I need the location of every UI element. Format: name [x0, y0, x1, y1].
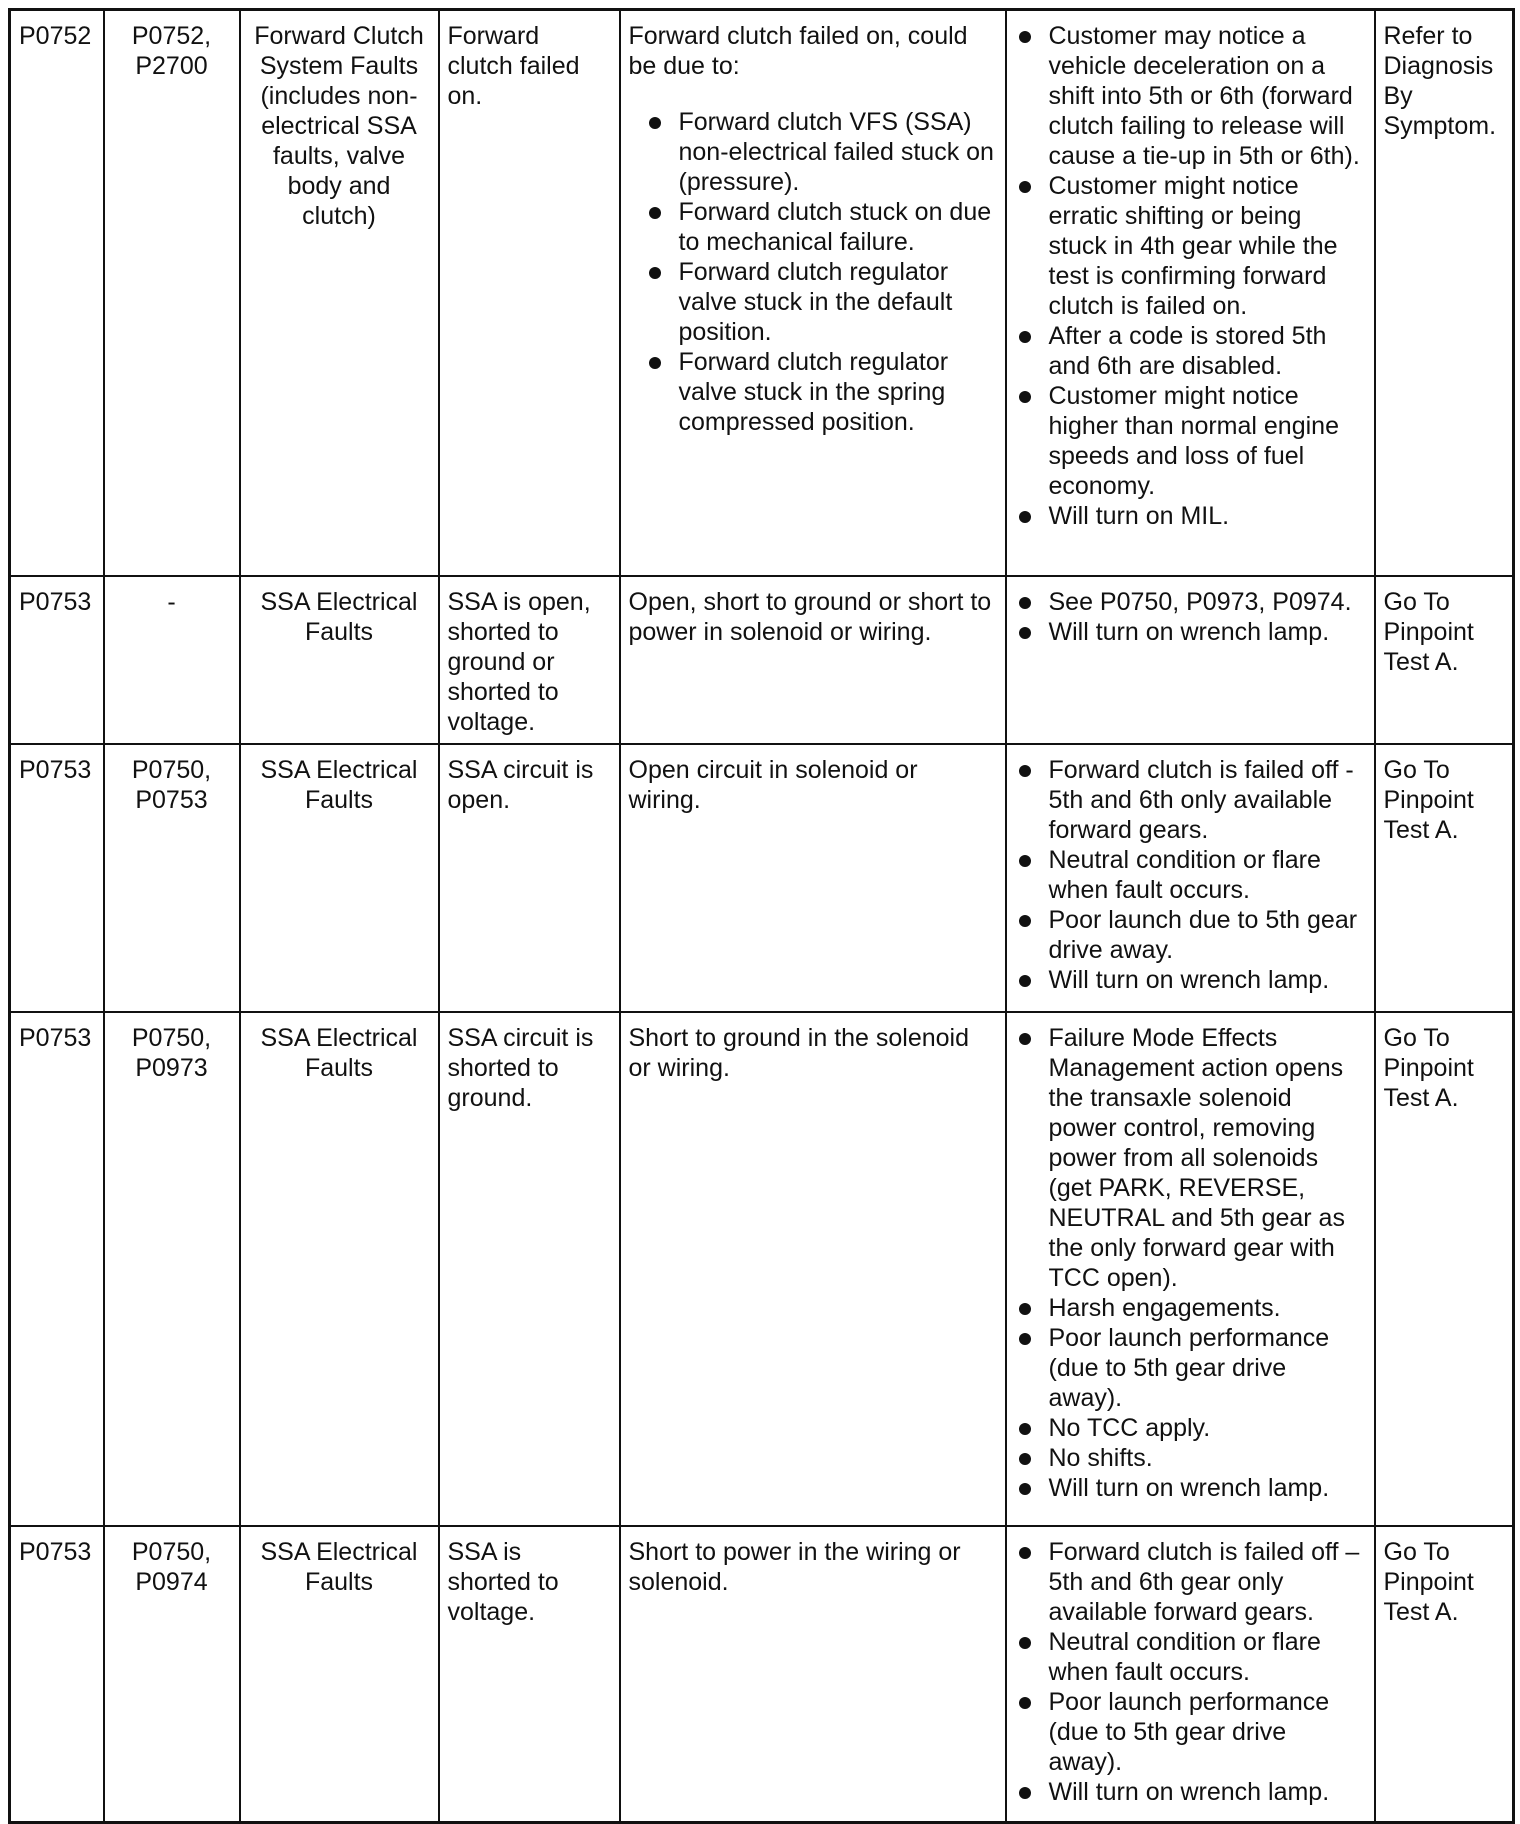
symptom-list: [1015, 1537, 1366, 1807]
cause-intro: Short to power in the wiring or solenoid.: [628, 1537, 961, 1596]
symptom-list-item: No TCC apply.: [1015, 1413, 1366, 1443]
symptom-cell: [1006, 1012, 1375, 1526]
cause-intro: Forward clutch failed on, could be due to:: [628, 22, 968, 80]
symptom-list: [1015, 755, 1366, 995]
symptom-list-item: Will turn on wrench lamp.: [1015, 617, 1366, 647]
related-codes-cell: P0752, P2700: [104, 10, 240, 576]
symptom-list-item: Poor launch performance (due to 5th gear drive away).: [1015, 1687, 1366, 1777]
related-codes-cell: P0750, P0753: [104, 744, 240, 1012]
symptom-cell: [1006, 10, 1375, 576]
symptom-list-item: Poor launch performance (due to 5th gear drive away).: [1015, 1323, 1366, 1413]
dtc-code-cell: P0753: [10, 1526, 104, 1823]
cause-intro: Open circuit in solenoid or wiring.: [628, 755, 918, 814]
possible-cause-cell: [620, 1526, 1006, 1823]
symptom-list-item: No shifts.: [1015, 1443, 1366, 1473]
related-codes-cell: P0750, P0974: [104, 1526, 240, 1823]
fault-type-cell: Forward Clutch System Faults (includes non-electrical SSA faults, valve body and clutch): [240, 10, 439, 576]
action-cell: Go To Pinpoint Test A.: [1375, 1012, 1514, 1526]
fault-type-cell: SSA Electrical Faults: [240, 1526, 439, 1823]
symptom-list-item: Forward clutch is failed off – 5th and 6th gear only available forward gears.: [1015, 1537, 1366, 1627]
dtc-code-cell: P0753: [10, 744, 104, 1012]
table-row: [10, 576, 1514, 744]
symptom-list-item: See P0750, P0973, P0974.: [1015, 587, 1366, 617]
condition-cell: SSA circuit is open.: [439, 744, 620, 1012]
table-row: [10, 744, 1514, 1012]
possible-cause-cell: [620, 576, 1006, 744]
cause-list-item: Forward clutch regulator valve stuck in the spring compressed position.: [645, 347, 997, 437]
action-cell: Go To Pinpoint Test A.: [1375, 1526, 1514, 1823]
table-row: [10, 1526, 1514, 1823]
condition-cell: SSA is open, shorted to ground or shorted to voltage.: [439, 576, 620, 744]
cause-list-item: Forward clutch regulator valve stuck in the default position.: [645, 257, 997, 347]
symptom-list-item: Customer may notice a vehicle deceleration on a shift into 5th or 6th (forward clutch failing to release will cause a tie-up in 5th or 6th).: [1015, 21, 1366, 171]
action-cell: Go To Pinpoint Test A.: [1375, 744, 1514, 1012]
condition-cell: SSA circuit is shorted to ground.: [439, 1012, 620, 1526]
related-codes-cell: -: [104, 576, 240, 744]
symptom-cell: [1006, 576, 1375, 744]
symptom-list-item: Will turn on wrench lamp.: [1015, 1473, 1366, 1503]
cause-list: [629, 107, 997, 437]
fault-type-cell: SSA Electrical Faults: [240, 576, 439, 744]
dtc-table: [8, 8, 1515, 1824]
cause-intro: Open, short to ground or short to power in solenoid or wiring.: [628, 587, 992, 646]
symptom-list-item: Customer might notice erratic shifting or being stuck in 4th gear while the test is confirming forward clutch is failed on.: [1015, 171, 1366, 321]
symptom-list-item: Harsh engagements.: [1015, 1293, 1366, 1323]
symptom-list: [1015, 587, 1366, 647]
symptom-cell: [1006, 1526, 1375, 1823]
table-row: [10, 10, 1514, 576]
possible-cause-cell: [620, 1012, 1006, 1526]
possible-cause-cell: [620, 10, 1006, 576]
condition-cell: Forward clutch failed on.: [439, 10, 620, 576]
action-cell: Go To Pinpoint Test A.: [1375, 576, 1514, 744]
symptom-list-item: After a code is stored 5th and 6th are disabled.: [1015, 321, 1366, 381]
cause-intro: Short to ground in the solenoid or wiring.: [628, 1023, 970, 1082]
action-cell: Refer to Diagnosis By Symptom.: [1375, 10, 1514, 576]
condition-cell: SSA is shorted to voltage.: [439, 1526, 620, 1823]
symptom-list-item: Neutral condition or flare when fault occurs.: [1015, 845, 1366, 905]
symptom-list: [1015, 21, 1366, 531]
symptom-list-item: Will turn on MIL.: [1015, 501, 1366, 531]
cause-list-item: Forward clutch VFS (SSA) non-electrical failed stuck on (pressure).: [645, 107, 997, 197]
symptom-list: [1015, 1023, 1366, 1503]
related-codes-cell: P0750, P0973: [104, 1012, 240, 1526]
symptom-list-item: Failure Mode Effects Management action opens the transaxle solenoid power control, removing power from all solenoids (get PARK, REVERSE, NEUTRAL and 5th gear as the only forward gear with TCC open).: [1015, 1023, 1366, 1293]
fault-type-cell: SSA Electrical Faults: [240, 744, 439, 1012]
dtc-code-cell: P0753: [10, 576, 104, 744]
symptom-list-item: Forward clutch is failed off - 5th and 6th only available forward gears.: [1015, 755, 1366, 845]
symptom-cell: [1006, 744, 1375, 1012]
dtc-code-cell: P0752: [10, 10, 104, 576]
symptom-list-item: Customer might notice higher than normal engine speeds and loss of fuel economy.: [1015, 381, 1366, 501]
symptom-list-item: Neutral condition or flare when fault occurs.: [1015, 1627, 1366, 1687]
possible-cause-cell: [620, 744, 1006, 1012]
symptom-list-item: Will turn on wrench lamp.: [1015, 1777, 1366, 1807]
symptom-list-item: Poor launch due to 5th gear drive away.: [1015, 905, 1366, 965]
dtc-code-cell: P0753: [10, 1012, 104, 1526]
symptom-list-item: Will turn on wrench lamp.: [1015, 965, 1366, 995]
cause-list-item: Forward clutch stuck on due to mechanical failure.: [645, 197, 997, 257]
table-row: [10, 1012, 1514, 1526]
fault-type-cell: SSA Electrical Faults: [240, 1012, 439, 1526]
